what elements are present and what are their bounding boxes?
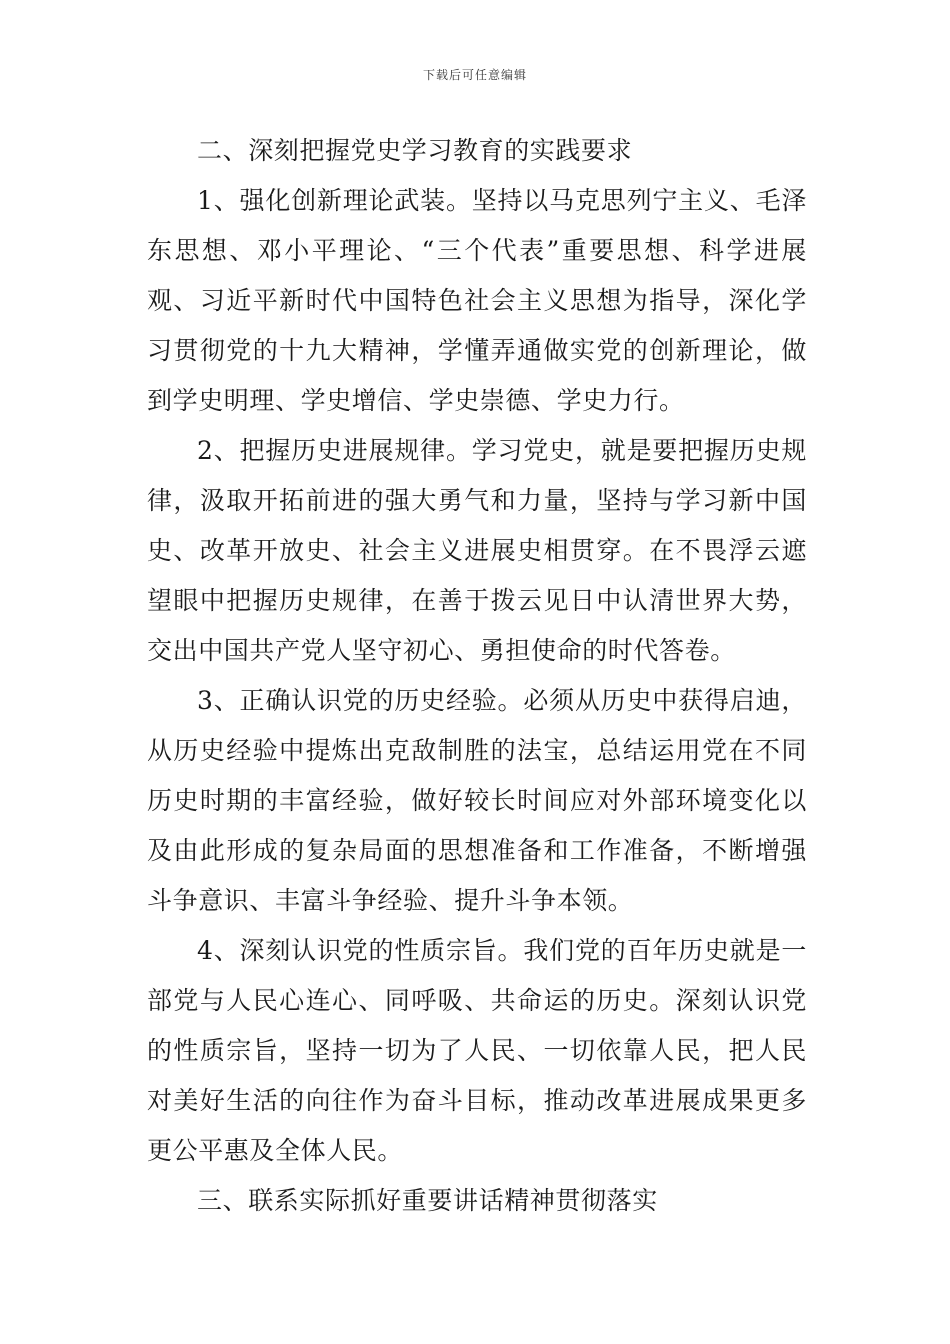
paragraph: 3、正确认识党的历史经验。必须从历史中获得启迪，从历史经验中提炼出克敌制胜的法宝，总结运用党在不同历史时期的丰富经验，做好较长时间应对外部环境变化以及由此形成的复杂局面的思想准备和工作准备，不断增强斗争意识、丰富斗争经验、提升斗争本领。 <box>147 686 807 915</box>
paragraph: 2、把握历史进展规律。学习党史，就是要把握历史规律，汲取开拓前进的强大勇气和力量，坚持与学习新中国史、改革开放史、社会主义进展史相贯穿。在不畏浮云遮望眼中把握历史规律，在善于拨云见日中认清世界大势，交出中国共产党人坚守初心、勇担使命的时代答卷。 <box>147 436 807 665</box>
header-note: 下载后可任意编辑 <box>422 68 527 82</box>
section-heading: 三、联系实际抓好重要讲话精神贯彻落实 <box>197 1186 658 1215</box>
paragraph: 4、深刻认识党的性质宗旨。我们党的百年历史就是一部党与人民心连心、同呼吸、共命运的历史。深刻认识党的性质宗旨，坚持一切为了人民、一切依靠人民，把人民对美好生活的向往作为奋斗目标，推动改革进展成果更多更公平惠及全体人民。 <box>147 936 807 1165</box>
document-body <box>147 126 807 1226</box>
paragraph: 1、强化创新理论武装。坚持以马克思列宁主义、毛泽东思想、邓小平理论、“三个代表”重要思想、科学进展观、习近平新时代中国特色社会主义思想为指导，深化学习贯彻党的十九大精神，学懂弄通做实党的创新理论，做到学史明理、学史增信、学史崇德、学史力行。 <box>147 186 807 415</box>
section-heading: 二、深刻把握党史学习教育的实践要求 <box>197 136 633 165</box>
